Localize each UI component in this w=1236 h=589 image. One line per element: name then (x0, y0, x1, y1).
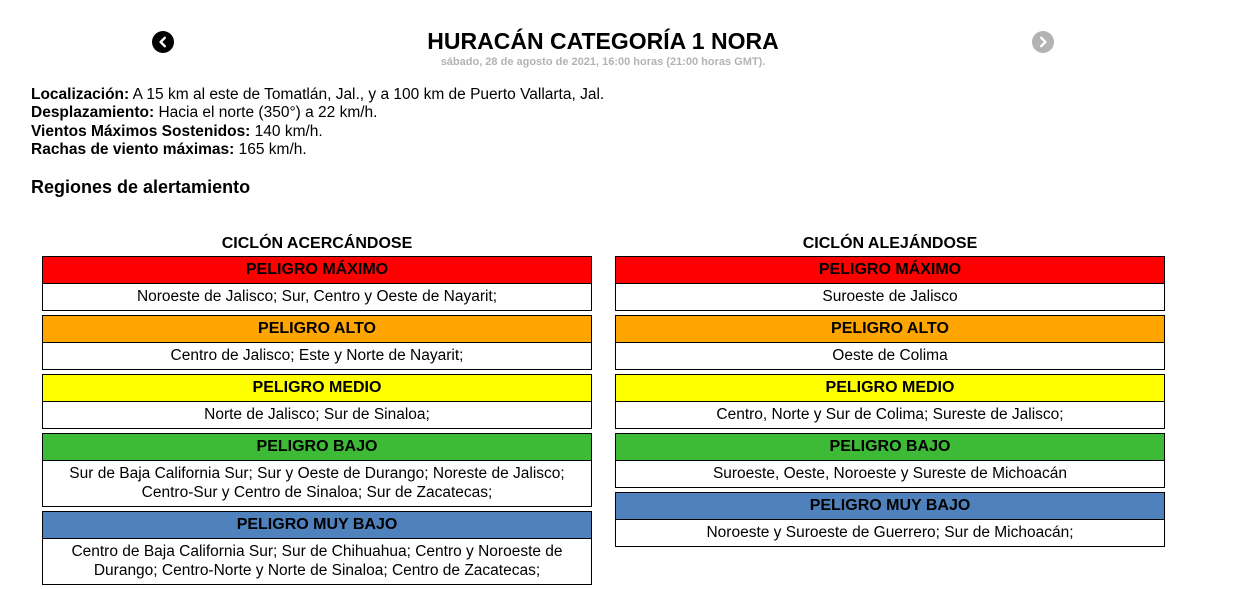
alert-block-bajo (42, 433, 592, 507)
info-label: Localización: (31, 86, 130, 103)
alert-regions: Norte de Jalisco; Sur de Sinaloa; (204, 406, 430, 423)
info-label: Rachas de viento máximas: (31, 140, 235, 158)
alert-level-label: PELIGRO MUY BAJO (43, 512, 591, 539)
alert-block-muy-bajo (615, 492, 1165, 547)
alert-level-label: PELIGRO MEDIO (616, 375, 1164, 402)
alert-block-medio (615, 374, 1165, 429)
info-max-winds (31, 123, 604, 141)
alert-block-medio (42, 374, 592, 429)
info-value: A 15 km al este de Tomatlán, Jal., y a 100 km de Puerto Vallarta, Jal. (129, 86, 605, 103)
info-location (31, 86, 604, 104)
alert-level-label: PELIGRO MÁXIMO (43, 257, 591, 284)
approaching-column (42, 233, 592, 589)
alert-level-label: PELIGRO MUY BAJO (616, 493, 1164, 520)
alert-regions: Suroeste de Jalisco (822, 288, 958, 305)
info-gusts (31, 141, 604, 159)
info-value: 165 km/h. (234, 140, 307, 158)
bulletin-timestamp: sábado, 28 de agosto de 2021, 16:00 horas (21:00 horas GMT). (440, 56, 766, 68)
alert-regions: Noroeste de Jalisco; Sur, Centro y Oeste de Nayarit; (136, 288, 498, 305)
info-label: Vientos Máximos Sostenidos: (31, 122, 251, 140)
alert-regions: Centro de Jalisco; Este y Norte de Nayarit; (170, 347, 464, 364)
alert-level-label: PELIGRO MÁXIMO (616, 257, 1164, 284)
alert-level-label: PELIGRO BAJO (616, 434, 1164, 461)
alert-regions: Sur de Baja California Sur; Sur y Oeste de Durango; Noreste de Jalisco; Centro-Sur y Centro de Sinaloa; Sur de Zacatecas; (69, 465, 565, 501)
column-title: CICLÓN ALEJÁNDOSE (802, 235, 978, 252)
storm-info (31, 86, 604, 159)
alert-level-label: PELIGRO BAJO (43, 434, 591, 461)
alert-level-label: PELIGRO ALTO (43, 316, 591, 343)
alert-block-maximo (615, 256, 1165, 311)
alert-block-bajo (615, 433, 1165, 488)
alert-block-maximo (42, 256, 592, 311)
column-title: CICLÓN ACERCÁNDOSE (221, 235, 413, 252)
alert-regions: Oeste de Colima (832, 347, 948, 364)
section-title: Regiones de alertamiento (31, 177, 251, 197)
alert-regions: Suroeste, Oeste, Noroeste y Sureste de Michoacán (712, 465, 1068, 482)
alert-level-label: PELIGRO ALTO (616, 316, 1164, 343)
info-movement (31, 104, 604, 122)
info-label: Desplazamiento: (31, 104, 155, 122)
info-value: 140 km/h. (250, 122, 323, 140)
info-value: Hacia el norte (350°) a 22 km/h. (154, 104, 378, 122)
alert-block-alto (42, 315, 592, 370)
alert-regions: Centro, Norte y Sur de Colima; Sureste de Jalisco; (716, 406, 1064, 423)
page-title: HURACÁN CATEGORÍA 1 NORA (427, 28, 779, 54)
alert-block-muy-bajo (42, 511, 592, 585)
alert-block-alto (615, 315, 1165, 370)
alert-regions: Centro de Baja California Sur; Sur de Chihuahua; Centro y Noroeste de Durango; Centro-Norte y Norte de Sinaloa; Centro de Zacatecas; (71, 543, 563, 579)
alert-regions: Noroeste y Suroeste de Guerrero; Sur de Michoacán; (706, 524, 1074, 541)
alert-level-label: PELIGRO MEDIO (43, 375, 591, 402)
departing-column (615, 233, 1165, 551)
